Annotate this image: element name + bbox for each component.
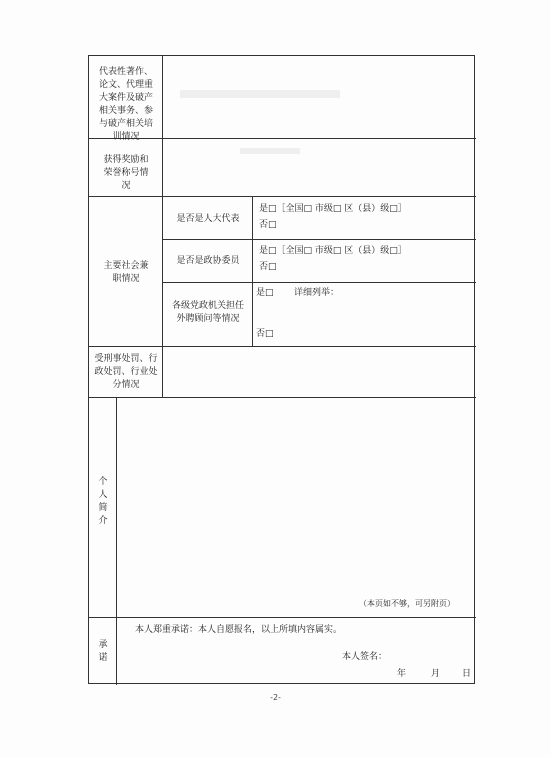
row-divider bbox=[162, 282, 476, 283]
profile-label-char: 个 bbox=[98, 477, 108, 487]
npc-no-option[interactable]: 否□ bbox=[259, 220, 277, 230]
advisor-yes-option[interactable]: 是□ bbox=[256, 288, 274, 298]
cppcc-no-option[interactable]: 否□ bbox=[259, 262, 277, 272]
profile-label bbox=[97, 476, 109, 528]
page-number: -2- bbox=[270, 693, 281, 702]
column-divider bbox=[162, 56, 163, 397]
npc-label: 是否是人大代表 bbox=[176, 214, 240, 224]
profile-input-area[interactable] bbox=[117, 398, 475, 598]
date-day-label: 日 bbox=[462, 669, 472, 679]
signature-label: 本人签名： bbox=[342, 652, 388, 662]
date-year-label: 年 bbox=[397, 669, 407, 679]
pledge-statement: 本人郑重承诺：本人自愿报名，以上所填内容属实。 bbox=[135, 625, 343, 635]
representative-works-label: 代表性著作、论文、代理重大案件及破产相关事务、参与破产相关培训情况 bbox=[98, 67, 153, 142]
advisor-detail-label: 详细列举： bbox=[294, 288, 340, 298]
cppcc-label: 是否是政协委员 bbox=[176, 256, 240, 266]
profile-label-char: 介 bbox=[98, 516, 108, 526]
advisor-no-option[interactable]: 否□ bbox=[256, 329, 274, 339]
social-posts-label: 主要社会兼职情况 bbox=[103, 261, 149, 284]
pledge-label-char: 承 bbox=[98, 640, 108, 650]
profile-label-char: 人 bbox=[98, 490, 108, 500]
row-divider bbox=[162, 239, 476, 240]
date-month-label: 月 bbox=[431, 669, 441, 679]
row-divider bbox=[89, 196, 476, 197]
cppcc-yes-options[interactable]: 是□［全国□ 市级□ 区（县）级□］ bbox=[259, 246, 407, 256]
row-divider bbox=[89, 617, 476, 618]
penalties-label: 受刑事处罚、行政处罚、行业处分情况 bbox=[94, 354, 158, 390]
row-divider bbox=[89, 346, 476, 347]
npc-yes-options[interactable]: 是□［全国□ 市级□ 区（县）级□］ bbox=[259, 204, 407, 214]
advisor-label: 各级党政机关担任外聘顾问等情况 bbox=[171, 301, 244, 324]
application-form-table bbox=[88, 55, 475, 684]
signature-field[interactable] bbox=[389, 649, 471, 663]
column-divider bbox=[252, 196, 253, 346]
profile-label-char: 简 bbox=[98, 503, 108, 513]
pledge-label-char: 诺 bbox=[98, 653, 108, 663]
pledge-label bbox=[97, 639, 109, 665]
awards-label: 获得奖励和荣誉称号情况 bbox=[103, 155, 149, 191]
profile-note: （本页如不够，可另附页） bbox=[359, 599, 455, 608]
